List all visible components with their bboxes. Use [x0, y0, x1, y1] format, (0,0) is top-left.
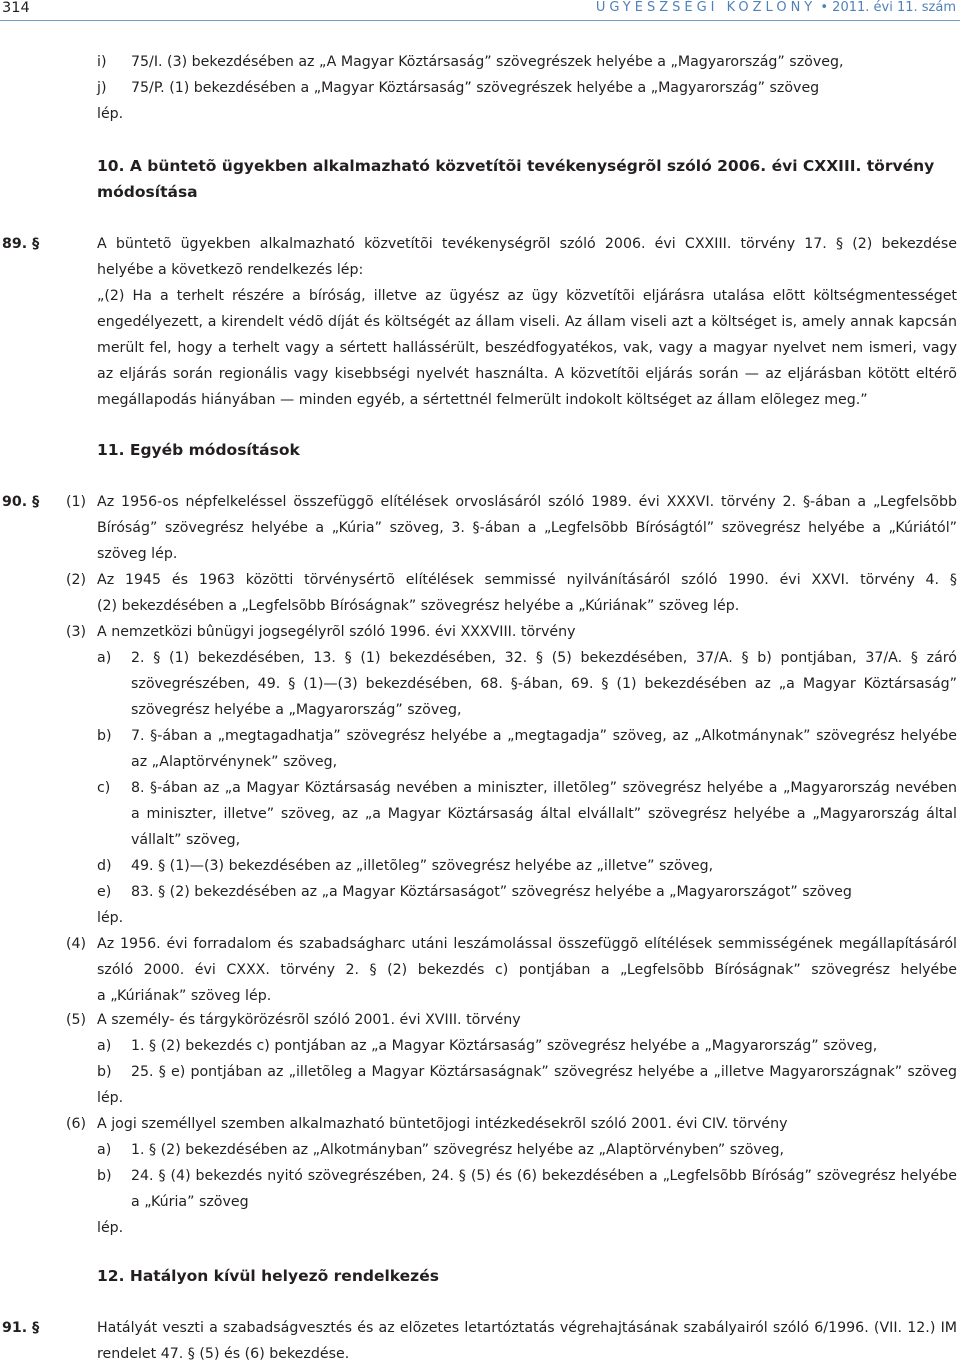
header-rule [0, 20, 960, 21]
paragraph-line: a miniszter, illetve” szöveg, az „a Magyar Köztársaság által elvállalt” szövegrész helyébe a „Magyarország által [131, 806, 957, 822]
journal-title [596, 0, 956, 15]
point-mark: b) [97, 1064, 112, 1080]
point-mark: b) [97, 728, 112, 744]
paragraph-line: a „Kúriának” szöveg lép. [97, 988, 272, 1004]
section-heading: 12. Hatályon kívül helyezõ rendelkezés [97, 1267, 439, 1285]
journal-name: ÜGYÉSZSÉGI KÖZLÖNY [595, 0, 817, 15]
subsection-mark: (5) [66, 1012, 87, 1028]
journal-issue: • 2011. évi 11. szám [820, 0, 956, 15]
subsection-mark: (2) [66, 572, 87, 588]
paragraph-line: Az 1956. évi forradalom és szabadságharc utáni leszámolással összefüggõ elítélések semmisségének megállapításáról [97, 936, 957, 952]
paragraph-line: 24. § (4) bekezdés nyitó szövegrészében, 24. § (5) és (6) bekezdésében a „Legfelsõbb Bíróság” szövegrész helyébe [131, 1168, 957, 1184]
page-header [0, 0, 960, 22]
point-mark: b) [97, 1168, 112, 1184]
point-mark: e) [97, 884, 112, 900]
point-mark: c) [97, 780, 111, 796]
paragraph-line: 7. §-ában a „megtagadhatja” szövegrész helyébe a „megtagadja” szöveg, az „Alkotmánynak” szövegrész helyébe [131, 728, 957, 744]
paragraph-line: 1. § (2) bekezdés c) pontjában az „a Magyar Köztársaság” szövegrész helyébe a „Magyarország” szöveg, [131, 1038, 878, 1054]
subsection-mark: (3) [66, 624, 87, 640]
paragraph-line: helyébe a következõ rendelkezés lép: [97, 262, 364, 278]
paragraph-line: (2) bekezdésében a „Legfelsõbb Bíróságnak” szövegrész helyébe a „Kúriának” szöveg lép. [97, 598, 740, 614]
paragraph-line: A jogi személlyel szemben alkalmazható büntetõjogi intézkedésekrõl szóló 2001. évi CIV. törvény [97, 1116, 788, 1132]
paragraph-line: szövegrész helyébe a „Magyarország” szöveg, [131, 702, 462, 718]
section-heading: 10. A büntetõ ügyekben alkalmazható közvetítõi tevékenységrõl szóló 2006. évi CXXIII. törvény [97, 157, 935, 175]
paragraph-number: 91. § [2, 1320, 40, 1336]
point-mark: a) [97, 1038, 112, 1054]
section-heading: módosítása [97, 183, 198, 201]
item-mark: j) [97, 80, 107, 96]
paragraph-line: 8. §-ában az „a Magyar Köztársaság nevében a miniszter, illetõleg” szövegrész helyébe a „Magyarország nevében [131, 780, 957, 796]
paragraph-line: szöveg lép. [97, 546, 178, 562]
paragraph-line: lép. [97, 1090, 124, 1106]
paragraph-line: Az 1945 és 1963 közötti törvénysértõ elítélések semmissé nyilvánításáról szóló 1990. évi XXVI. törvény 4. § [97, 572, 957, 588]
paragraph-line: szövegrészében, 49. § (1)—(3) bekezdésében, 68. §-ában, 69. § (1) bekezdésében az „a Magyar Köztársaság” [131, 676, 957, 692]
paragraph-line: Az 1956-os népfelkeléssel összefüggõ elítélések orvoslásáról szóló 1989. évi XXXVI. törvény 2. §-ában a „Legfelsõbb [97, 494, 957, 510]
subsection-mark: (6) [66, 1116, 87, 1132]
section-heading: 11. Egyéb módosítások [97, 441, 300, 459]
item-text: 75/P. (1) bekezdésében a „Magyar Köztársaság” szövegrészek helyébe a „Magyarország” szöveg [131, 80, 820, 96]
paragraph-line: rendelet 47. § (5) és (6) bekezdése. [97, 1346, 350, 1362]
point-mark: a) [97, 650, 112, 666]
paragraph-line: merült fel, hogy a terhelt vagy a sértett hallássérült, beszédfogyatékos, vak, vagy a magyar nyelvet nem ismeri, vagy [97, 340, 957, 356]
point-mark: a) [97, 1142, 112, 1158]
paragraph-line: A személy- és tárgykörözésrõl szóló 2001. évi XVIII. törvény [97, 1012, 521, 1028]
paragraph-line: 49. § (1)—(3) bekezdésében az „illetõleg” szövegrész helyébe az „illetve” szöveg, [131, 858, 714, 874]
paragraph-line: „(2) Ha a terhelt részére a bíróság, illetve az ügyész az ügy közvetítõi eljárásra utalása elõtt költségmentességet [97, 288, 957, 304]
page-number: 314 [2, 0, 30, 16]
paragraph-line: Hatályát veszti a szabadságvesztés és az elõzetes letartóztatás végrehajtásának szabályairól szóló 6/1996. (VII. 12.) IM [97, 1320, 957, 1336]
paragraph-line: 83. § (2) bekezdésében az „a Magyar Köztársaságot” szövegrész helyébe a „Magyarországot” szöveg [131, 884, 852, 900]
paragraph-number: 90. § [2, 494, 40, 510]
item-text: 75/I. (3) bekezdésében az „A Magyar Köztársaság” szövegrészek helyébe a „Magyarország” szöveg, [131, 54, 844, 70]
point-mark: d) [97, 858, 112, 874]
paragraph-line: lép. [97, 1220, 124, 1236]
paragraph-line: Bíróság” szövegrész helyébe a „Kúria” szöveg, 3. §-ában a „Legfelsõbb Bíróságtól” szövegrész helyébe a „Kúriától” [97, 520, 957, 536]
paragraph-line: A nemzetközi bûnügyi jogsegélyrõl szóló 1996. évi XXXVIII. törvény [97, 624, 576, 640]
paragraph-line: 25. § e) pontjában az „illetõleg a Magyar Köztársaságnak” szövegrész helyébe a „illetve Magyarországnak” szöveg [131, 1064, 957, 1080]
paragraph-line: A büntetõ ügyekben alkalmazható közvetítõi tevékenységrõl szóló 2006. évi CXXIII. törvény 17. § (2) bekezdése [97, 236, 957, 252]
paragraph-number: 89. § [2, 236, 40, 252]
paragraph-line: az „Alaptörvénynek” szöveg, [131, 754, 338, 770]
item-text: lép. [97, 106, 124, 122]
paragraph-line: 2. § (1) bekezdésében, 13. § (1) bekezdésében, 32. § (5) bekezdésében, 37/A. § b) pontjában, 37/A. § záró [131, 650, 957, 666]
paragraph-line: szóló 2000. évi CXXX. törvény 2. § (2) bekezdés c) pontjában a „Legfelsõbb Bíróságnak” szövegrész helyébe [97, 962, 957, 978]
paragraph-line: 1. § (2) bekezdésében az „Alkotmányban” szövegrész helyébe az „Alaptörvényben” szöveg, [131, 1142, 784, 1158]
paragraph-line: engedélyezett, a kirendelt védõ díját és költségét az állam viseli. Az állam viseli azt a költséget is, amely annak kapcsán [97, 314, 957, 330]
paragraph-line: megállapodás hiányában — minden egyéb, a sértettnél felmerült indokolt költséget az állam elõlegez meg.” [97, 392, 868, 408]
paragraph-line: vállalt” szöveg, [131, 832, 241, 848]
item-mark: i) [97, 54, 107, 70]
paragraph-line: a „Kúria” szöveg [131, 1194, 249, 1210]
paragraph-line: lép. [97, 910, 124, 926]
subsection-mark: (1) [66, 494, 87, 510]
paragraph-line: az eljárás során regionális vagy kisebbségi nyelvét használta. A közvetítõi eljárás során — az eljárásban kötött eltérõ [97, 366, 957, 382]
subsection-mark: (4) [66, 936, 87, 952]
